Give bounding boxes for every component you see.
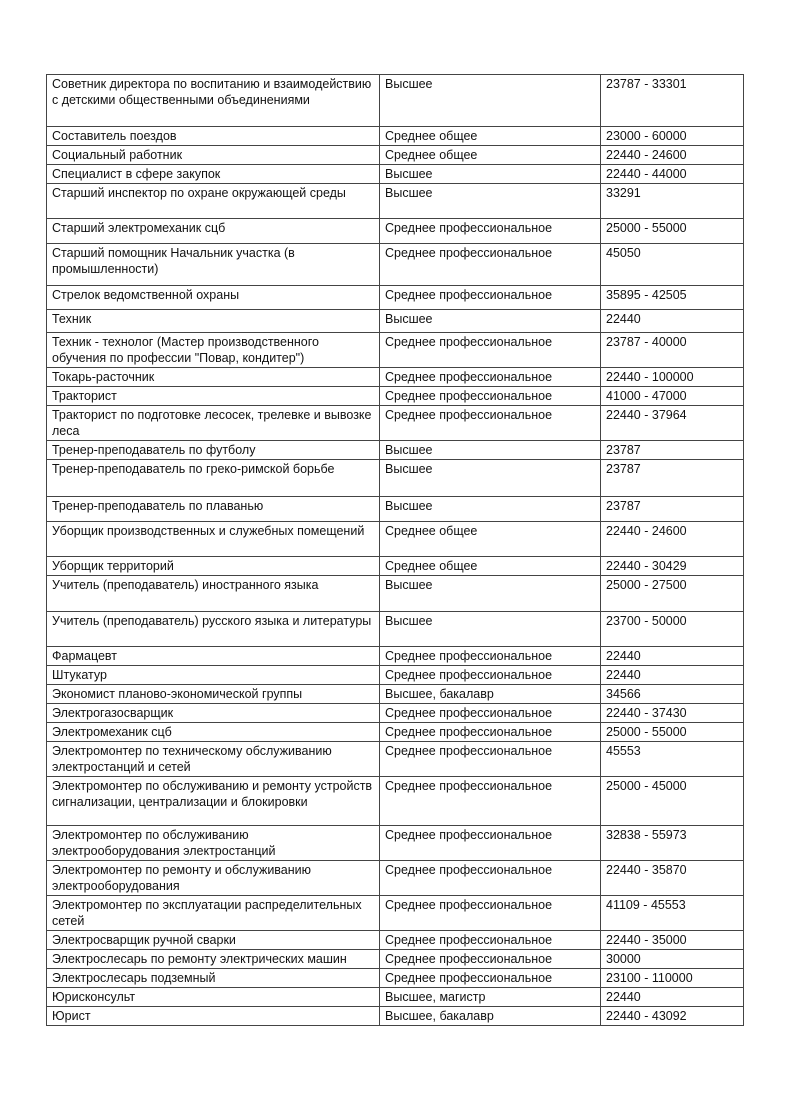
education-cell: Среднее профессиональное [380, 777, 601, 826]
table-row [47, 576, 744, 612]
education-cell: Среднее профессиональное [380, 387, 601, 406]
education-cell: Среднее профессиональное [380, 931, 601, 950]
salary-cell: 22440 - 44000 [601, 165, 744, 184]
salary-cell: 45050 [601, 244, 744, 286]
position-cell: Уборщик территорий [47, 557, 380, 576]
table-row [47, 777, 744, 826]
education-cell: Высшее [380, 441, 601, 460]
salary-cell: 22440 [601, 666, 744, 685]
salary-cell: 22440 - 30429 [601, 557, 744, 576]
education-cell: Среднее профессиональное [380, 406, 601, 441]
table-row [47, 723, 744, 742]
table-row [47, 1007, 744, 1026]
table-row [47, 310, 744, 333]
education-cell: Высшее [380, 310, 601, 333]
salary-cell: 25000 - 45000 [601, 777, 744, 826]
table-row [47, 219, 744, 244]
education-cell: Среднее профессиональное [380, 244, 601, 286]
education-cell: Среднее профессиональное [380, 723, 601, 742]
salary-cell: 25000 - 27500 [601, 576, 744, 612]
salary-cell: 22440 - 37964 [601, 406, 744, 441]
position-cell: Тренер-преподаватель по греко-римской борьбе [47, 460, 380, 497]
table-row [47, 950, 744, 969]
table-row [47, 931, 744, 950]
education-cell: Высшее [380, 165, 601, 184]
table-row [47, 647, 744, 666]
salary-cell: 23787 - 33301 [601, 75, 744, 127]
education-cell: Среднее профессиональное [380, 333, 601, 368]
education-cell: Среднее профессиональное [380, 950, 601, 969]
education-cell: Среднее общее [380, 522, 601, 557]
vacancies-table [46, 74, 744, 1026]
salary-cell: 22440 - 24600 [601, 522, 744, 557]
education-cell: Высшее [380, 460, 601, 497]
salary-cell: 25000 - 55000 [601, 723, 744, 742]
education-cell: Высшее [380, 497, 601, 522]
table-row [47, 969, 744, 988]
position-cell: Социальный работник [47, 146, 380, 165]
position-cell: Составитель поездов [47, 127, 380, 146]
position-cell: Стрелок ведомственной охраны [47, 286, 380, 310]
salary-cell: 22440 [601, 310, 744, 333]
salary-cell: 23700 - 50000 [601, 612, 744, 647]
table-row [47, 127, 744, 146]
table-row [47, 685, 744, 704]
position-cell: Юрисконсульт [47, 988, 380, 1007]
salary-cell: 23787 [601, 441, 744, 460]
table-row [47, 704, 744, 723]
position-cell: Старший электромеханик сцб [47, 219, 380, 244]
position-cell: Уборщик производственных и служебных помещений [47, 522, 380, 557]
position-cell: Тракторист по подготовке лесосек, трелевке и вывозке леса [47, 406, 380, 441]
salary-cell: 30000 [601, 950, 744, 969]
position-cell: Тренер-преподаватель по футболу [47, 441, 380, 460]
position-cell: Электромонтер по обслуживанию электрооборудования электростанций [47, 826, 380, 861]
table-row [47, 522, 744, 557]
salary-cell: 23787 [601, 460, 744, 497]
salary-cell: 41109 - 45553 [601, 896, 744, 931]
position-cell: Электромонтер по обслуживанию и ремонту устройств сигнализации, централизации и блокировки [47, 777, 380, 826]
education-cell: Высшее [380, 576, 601, 612]
education-cell: Среднее профессиональное [380, 219, 601, 244]
table-row [47, 441, 744, 460]
education-cell: Высшее [380, 612, 601, 647]
education-cell: Среднее профессиональное [380, 896, 601, 931]
salary-cell: 22440 - 43092 [601, 1007, 744, 1026]
salary-cell: 32838 - 55973 [601, 826, 744, 861]
position-cell: Электрослесарь по ремонту электрических машин [47, 950, 380, 969]
salary-cell: 22440 - 35870 [601, 861, 744, 896]
table-row [47, 333, 744, 368]
salary-cell: 22440 - 37430 [601, 704, 744, 723]
education-cell: Среднее профессиональное [380, 368, 601, 387]
education-cell: Высшее, магистр [380, 988, 601, 1007]
position-cell: Техник [47, 310, 380, 333]
education-cell: Среднее общее [380, 557, 601, 576]
education-cell: Среднее профессиональное [380, 861, 601, 896]
education-cell: Среднее профессиональное [380, 666, 601, 685]
salary-cell: 23000 - 60000 [601, 127, 744, 146]
table-row [47, 557, 744, 576]
table-row [47, 286, 744, 310]
position-cell: Фармацевт [47, 647, 380, 666]
education-cell: Среднее профессиональное [380, 969, 601, 988]
table-row [47, 742, 744, 777]
education-cell: Среднее профессиональное [380, 647, 601, 666]
table-row [47, 146, 744, 165]
salary-cell: 23787 [601, 497, 744, 522]
education-cell: Среднее общее [380, 146, 601, 165]
position-cell: Юрист [47, 1007, 380, 1026]
salary-cell: 45553 [601, 742, 744, 777]
position-cell: Электромонтер по эксплуатации распределительных сетей [47, 896, 380, 931]
position-cell: Токарь-расточник [47, 368, 380, 387]
position-cell: Учитель (преподаватель) русского языка и литературы [47, 612, 380, 647]
education-cell: Среднее общее [380, 127, 601, 146]
position-cell: Электрогазосварщик [47, 704, 380, 723]
salary-cell: 35895 - 42505 [601, 286, 744, 310]
education-cell: Высшее, бакалавр [380, 1007, 601, 1026]
position-cell: Специалист в сфере закупок [47, 165, 380, 184]
table-row [47, 826, 744, 861]
position-cell: Электрослесарь подземный [47, 969, 380, 988]
salary-cell: 23100 - 110000 [601, 969, 744, 988]
salary-cell: 23787 - 40000 [601, 333, 744, 368]
table-row [47, 666, 744, 685]
position-cell: Тренер-преподаватель по плаванью [47, 497, 380, 522]
position-cell: Электромонтер по ремонту и обслуживанию электрооборудования [47, 861, 380, 896]
salary-cell: 22440 - 100000 [601, 368, 744, 387]
table-row [47, 165, 744, 184]
position-cell: Экономист планово-экономической группы [47, 685, 380, 704]
table-row [47, 460, 744, 497]
education-cell: Высшее, бакалавр [380, 685, 601, 704]
salary-cell: 34566 [601, 685, 744, 704]
education-cell: Высшее [380, 75, 601, 127]
table-row [47, 612, 744, 647]
position-cell: Старший помощник Начальник участка (в промышленности) [47, 244, 380, 286]
table-row [47, 406, 744, 441]
table-row [47, 861, 744, 896]
position-cell: Штукатур [47, 666, 380, 685]
position-cell: Старший инспектор по охране окружающей среды [47, 184, 380, 219]
salary-cell: 22440 [601, 988, 744, 1007]
position-cell: Советник директора по воспитанию и взаимодействию с детскими общественными объединениями [47, 75, 380, 127]
table-row [47, 988, 744, 1007]
education-cell: Среднее профессиональное [380, 742, 601, 777]
table-row [47, 387, 744, 406]
position-cell: Электромеханик сцб [47, 723, 380, 742]
table-row [47, 497, 744, 522]
table-row [47, 184, 744, 219]
position-cell: Электромонтер по техническому обслуживанию электростанций и сетей [47, 742, 380, 777]
table-row [47, 244, 744, 286]
salary-cell: 41000 - 47000 [601, 387, 744, 406]
table-row [47, 368, 744, 387]
salary-cell: 33291 [601, 184, 744, 219]
education-cell: Среднее профессиональное [380, 826, 601, 861]
salary-cell: 25000 - 55000 [601, 219, 744, 244]
position-cell: Учитель (преподаватель) иностранного языка [47, 576, 380, 612]
salary-cell: 22440 - 35000 [601, 931, 744, 950]
education-cell: Среднее профессиональное [380, 286, 601, 310]
education-cell: Среднее профессиональное [380, 704, 601, 723]
education-cell: Высшее [380, 184, 601, 219]
salary-cell: 22440 - 24600 [601, 146, 744, 165]
table-row [47, 75, 744, 127]
position-cell: Тракторист [47, 387, 380, 406]
table-row [47, 896, 744, 931]
position-cell: Техник - технолог (Мастер производственного обучения по профессии "Повар, кондитер") [47, 333, 380, 368]
position-cell: Электросварщик ручной сварки [47, 931, 380, 950]
salary-cell: 22440 [601, 647, 744, 666]
